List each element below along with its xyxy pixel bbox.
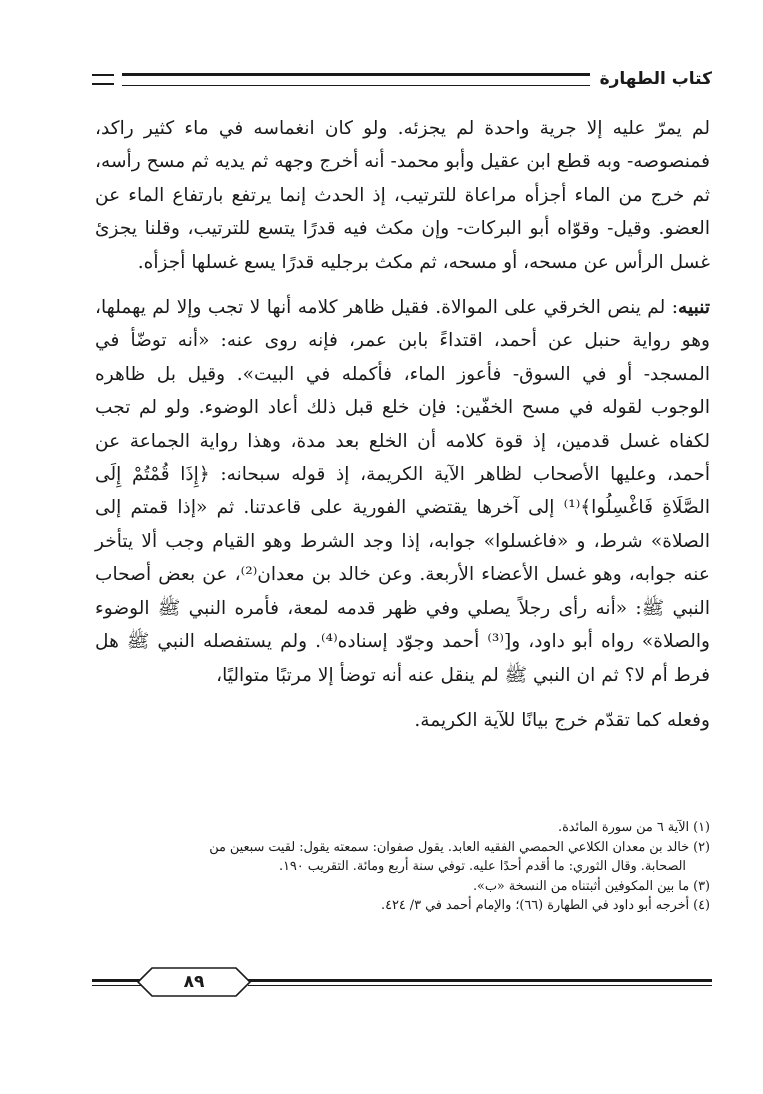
footer-rule-right <box>248 979 712 982</box>
footnote-2: (٢) خالد بن معدان الكلاعي الحمصي الفقيه العابد. يقول صفوان: سمعته يقول: لقيت سبعين من <box>209 839 710 855</box>
running-header <box>92 66 712 92</box>
page-number-frame <box>134 966 254 998</box>
main-text <box>95 112 710 737</box>
footnotes <box>95 818 710 916</box>
paragraph-2 <box>95 291 710 692</box>
page-footer <box>92 962 712 1002</box>
paragraph-2-last-line: وفعله كما تقدّم خرج بيانًا للآية الكريمة. <box>414 709 710 731</box>
footnote-4: (٤) أخرجه أبو داود في الطهارة (٦٦)؛ والإمام أحمد في ٣/ ٤٢٤. <box>381 898 710 913</box>
paragraph-1: لم يمرّ عليه إلا جرية واحدة لم يجزئه. ولو كان انغماسه في ماء كثير راكد، فمنصوصه- وبه قطع ابن عقيل وأبو محمد- أنه أخرج وجهه ثم يديه ثم مسح رأسه، ثم خرج من الماء أجزأه مراعاة للترتيب، إذ الحدث إنما يرتفع بارتفاع الماء عن العضو. وقيل- وقوّاه أبو البركات- وإن مكث فيه قدرًا يتسع للترتيب، وقلنا يجزئ غسل الرأس عن مسحه، أو مسحه، ثم مكث برجليه قدرًا يسع غسلها أجزأه. <box>95 118 710 273</box>
footnote-3: (٣) ما بين المكوفين أثبتناه من النسخة «ب». <box>472 878 710 894</box>
header-rule <box>122 73 590 86</box>
paragraph-2-text: : لم ينص الخرقي على الموالاة. فقيل ظاهر كلامه أنها لا تجب وإلا لم يهملها، وهو رواية حنبل عن أحمد، اقتداءً بابن عمر، فإنه روى عنه: «أنه توضّأ في المسجد- أو في السوق- فأعوز الماء، فأكمله في البيت». وقيل بل ظاهره الوجوب لقوله في مسح الخفّين: فإن خلع قبل ذلك أعاد الوضوء. ولو لم تجب لكفاه غسل قدمين، إذ قوة كلامه أن الخلع بعد مدة، وهذا رواية الجماعة عن أحمد، وعليها الأصحاب لظاهر الآية الكريمة، إذ قوله سبحانه: ﴿إِذَا قُمْتُمْ إِلَى الصَّلَاةِ فَاغْسِلُوا﴾⁽¹⁾ إلى آخرها يقتضي الفورية على قاعدتنا. ثم «إذا قمتم إلى الصلاة» شرط، و «فاغسلوا» جوابه، إذا وجد الشرط وهو القيام وجب ألا يتأخر عنه جوابه، وهو غسل الأعضاء الأربعة. وعن خالد بن معدان⁽²⁾، عن بعض أصحاب النبي ﷺ: «أنه رأى رجلاً يصلي وفي ظهر قدمه لمعة، فأمره النبي ﷺ الوضوء والصلاة» رواه أبو داود، و[⁽³⁾ أحمد وجوّد إسناده⁽⁴⁾. ولم يستفصله النبي ﷺ هل فرط أم لا؟ ثم ان النبي ﷺ لم ينقل عنه أنه توضأ إلا مرتبًا متواليًا، <box>95 297 711 686</box>
page-number: ٨٩ <box>183 972 205 992</box>
note-heading: تنبيه <box>678 297 710 319</box>
footnote-1: (١) الآية ٦ من سورة المائدة. <box>558 820 710 835</box>
footnote-2-continued: الصحابة. وقال الثوري: ما أقدم أحدًا عليه. توفي سنة أربع ومائة. التقريب ١٩٠. <box>278 859 686 874</box>
footer-rule-right-thin <box>248 985 712 986</box>
header-ornament <box>92 74 114 85</box>
header-title: كتاب الطهارة <box>599 69 712 89</box>
